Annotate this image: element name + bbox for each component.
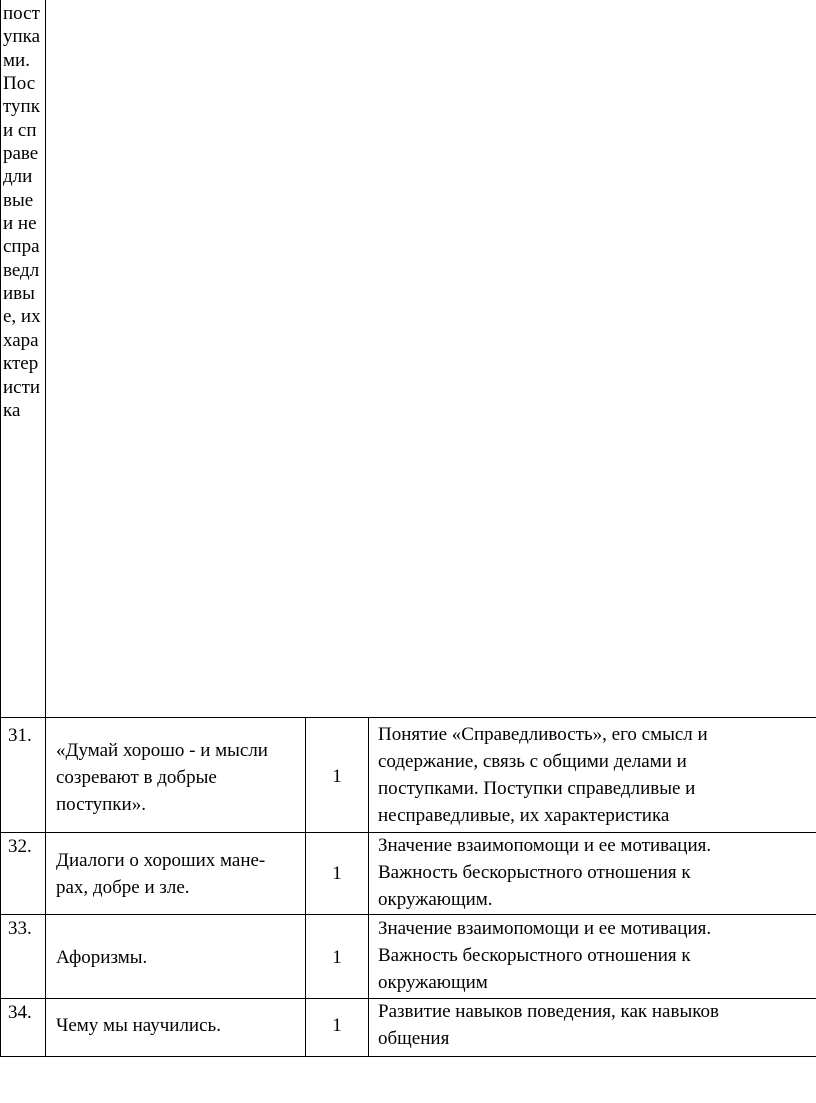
topic-line: «Думай хорошо - и мысли <box>56 740 268 761</box>
topic-line: Афоризмы. <box>56 947 148 968</box>
lesson-topic <box>56 1012 301 1039</box>
content-line: окружающим. <box>378 889 493 910</box>
content-line: поступками. Поступки справедливые и <box>378 778 696 799</box>
content-line: Важность бескорыстного отношения к <box>378 862 691 883</box>
content-line: Значение взаимопомощи и ее мотивация. <box>378 918 712 939</box>
content-line: содержание, связь с общими делами и <box>378 751 687 772</box>
row-number: 34. <box>8 1002 32 1023</box>
hours-count: 1 <box>332 1015 342 1036</box>
row-divider <box>0 717 816 718</box>
hours-count: 1 <box>332 863 342 884</box>
topic-line: поступки». <box>56 794 146 815</box>
lesson-content <box>378 721 798 829</box>
row-number: 32. <box>8 836 32 857</box>
hours-count: 1 <box>332 766 342 787</box>
topic-line: рах, добре и зле. <box>56 877 190 898</box>
lesson-topic <box>56 847 301 901</box>
continued-topic-fragment: поступками. Поступки справедливые и несправедливые, их характеристика <box>3 3 41 421</box>
content-line: Развитие навыков поведения, как навыков <box>378 1001 719 1022</box>
lesson-topic <box>56 944 301 971</box>
hours-count: 1 <box>332 947 342 968</box>
topic-line: Диалоги о хороших мане- <box>56 850 266 871</box>
lesson-topic <box>56 737 301 818</box>
content-line: окружающим <box>378 972 488 993</box>
content-line: несправедливые, их характеристика <box>378 805 670 826</box>
row-number: 31. <box>8 725 32 746</box>
row-number: 33. <box>8 918 32 939</box>
column-divider-hours <box>368 717 369 1057</box>
topic-line: Чему мы научились. <box>56 1015 221 1036</box>
lesson-content <box>378 915 798 996</box>
content-line: Важность бескорыстного отношения к <box>378 945 691 966</box>
lesson-content <box>378 832 798 913</box>
table-left-border <box>0 0 1 1057</box>
lesson-content <box>378 998 798 1052</box>
content-line: Значение взаимопомощи и ее мотивация. <box>378 835 712 856</box>
table-bottom-border <box>0 1056 816 1057</box>
topic-line: созревают в добрые <box>56 767 217 788</box>
content-line: общения <box>378 1028 450 1049</box>
column-divider-number <box>45 0 46 1057</box>
content-line: Понятие «Справедливость», его смысл и <box>378 724 708 745</box>
